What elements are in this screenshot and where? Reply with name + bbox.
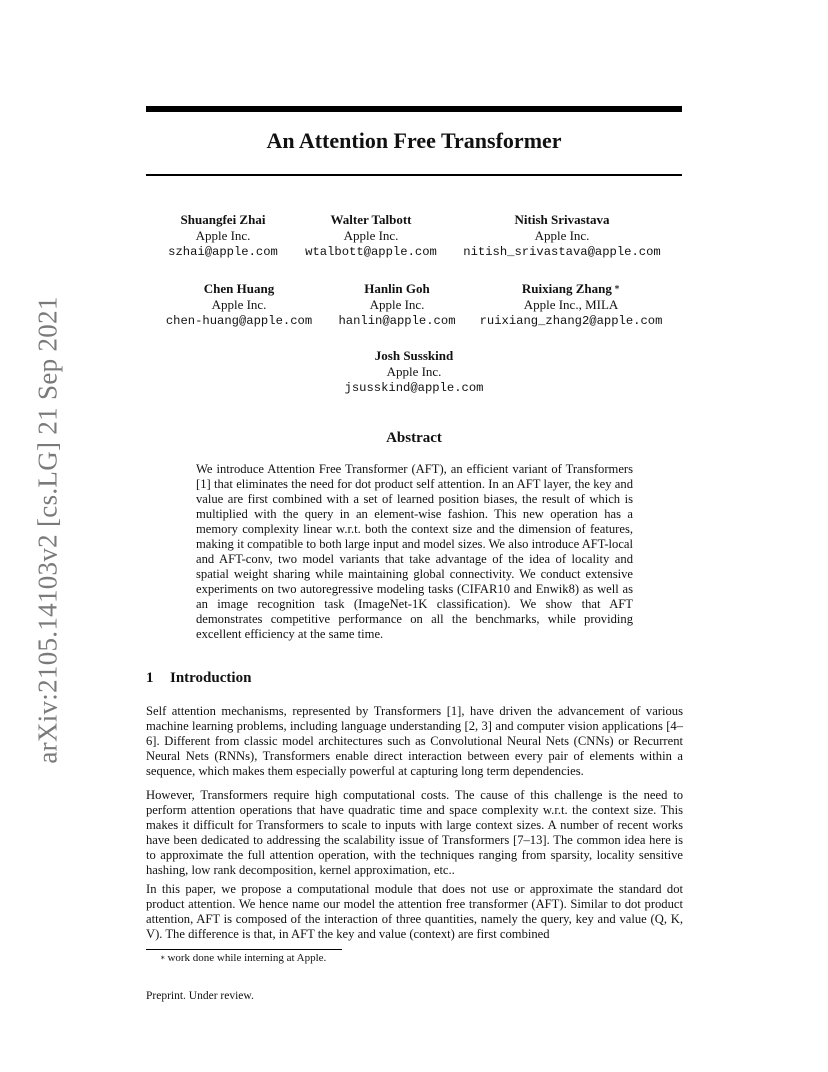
author-affiliation: Apple Inc.: [386, 364, 442, 379]
author-email[interactable]: nitish_srivastava@apple.com: [463, 245, 661, 259]
author-affiliation: Apple Inc.: [211, 297, 267, 312]
author-email[interactable]: jsusskind@apple.com: [344, 381, 484, 395]
author-block: [298, 212, 444, 260]
author-affiliation: Apple Inc.: [195, 228, 251, 243]
footnote-mark: ∗: [160, 953, 166, 962]
author-name-line: [474, 281, 668, 297]
intro-paragraph: Self attention mechanisms, represented by Transformers [1], have driven the advancement of various machine learning problems, including language understanding [2, 3] and computer vision applications [4–6]. Different from classic model architectures such as Convolutional Neural Nets (CNNs) or Recurrent Neural Nets (RNNs), Transformers enable direct interaction between every pair of elements within a sequence, which makes them especially powerful at capturing long term dependencies.: [146, 704, 683, 779]
title-bottom-rule: [146, 174, 682, 176]
author-affiliation: Apple Inc.: [343, 228, 399, 243]
author-block: [474, 281, 668, 329]
abstract-text: We introduce Attention Free Transformer (AFT), an efficient variant of Transformers [1] that eliminates the need for dot product self attention. In an AFT layer, the key and value are first combined with a set of learned position biases, the result of which is multiplied with the query in an element-wise fashion. This new operation has a memory complexity linear w.r.t. both the context size and the dimension of features, making it compatible to both large input and model sizes. We also introduce AFT-local and AFT-conv, two model variants that take advantage of the idea of locality and spatial weight sharing while maintaining global connectivity. We conduct extensive experiments on two autoregressive modeling tasks (CIFAR10 and Enwik8) as well as an image recognition task (ImageNet-1K classification). We show that AFT demonstrates competitive performance on all the benchmarks, while providing excellent efficiency at the same time.: [196, 462, 633, 641]
author-block: [334, 348, 494, 396]
footnote-text: work done while interning at Apple.: [167, 952, 327, 964]
section-title: Introduction: [170, 670, 252, 686]
author-name: Chen Huang: [203, 281, 275, 296]
intro-paragraph: In this paper, we propose a computational module that does not use or approximate the standard dot product attention. We hence name our model the attention free transformer (AFT). Similar to dot product attention, AFT is composed of the interaction of three quantities, namely the query, key and value (Q, K, V). The difference is that, in AFT the key and value (context) are first combined: [146, 882, 683, 942]
section-heading: [146, 670, 251, 687]
paper-title: An Attention Free Transformer: [266, 128, 562, 153]
author-email[interactable]: szhai@apple.com: [168, 245, 278, 259]
author-email[interactable]: hanlin@apple.com: [338, 314, 456, 328]
arxiv-identifier-stamp: arXiv:2105.14103v2 [cs.LG] 21 Sep 2021: [32, 296, 63, 764]
author-block: [150, 212, 296, 260]
author-block: [456, 212, 668, 260]
author-footnote-mark: ∗: [613, 282, 621, 292]
author-block: [326, 281, 468, 329]
section-number: 1: [146, 670, 154, 686]
author-name: Nitish Srivastava: [514, 212, 610, 227]
author-name: Ruixiang Zhang: [521, 281, 612, 296]
preprint-footer: Preprint. Under review.: [146, 990, 254, 1002]
author-name: Shuangfei Zhai: [180, 212, 266, 227]
author-email[interactable]: wtalbott@apple.com: [305, 245, 437, 259]
abstract-heading: Abstract: [386, 430, 442, 446]
footnote: [160, 951, 326, 965]
author-name: Walter Talbott: [330, 212, 412, 227]
author-affiliation: Apple Inc.: [534, 228, 590, 243]
intro-paragraph: However, Transformers require high computational costs. The cause of this challenge is the need to perform attention operations that have quadratic time and space complexity w.r.t. the context size. This makes it difficult for Transformers to scale to inputs with large context sizes. A number of recent works have been dedicated to addressing the scalability issue of Transformers [7–13]. The common idea here is to approximate the full attention operation, with the techniques ranging from sparsity, locality sensitive hashing, low rank decomposition, kernel approximation, etc..: [146, 788, 683, 878]
author-email[interactable]: chen-huang@apple.com: [165, 314, 313, 328]
title-top-rule: [146, 106, 682, 112]
author-name: Hanlin Goh: [364, 281, 430, 296]
author-affiliation: Apple Inc.: [369, 297, 425, 312]
author-email[interactable]: ruixiang_zhang2@apple.com: [479, 314, 663, 328]
author-affiliation: Apple Inc., MILA: [523, 297, 619, 312]
footnote-rule: [146, 949, 342, 950]
author-name: Josh Susskind: [374, 348, 454, 363]
author-block: [160, 281, 318, 329]
